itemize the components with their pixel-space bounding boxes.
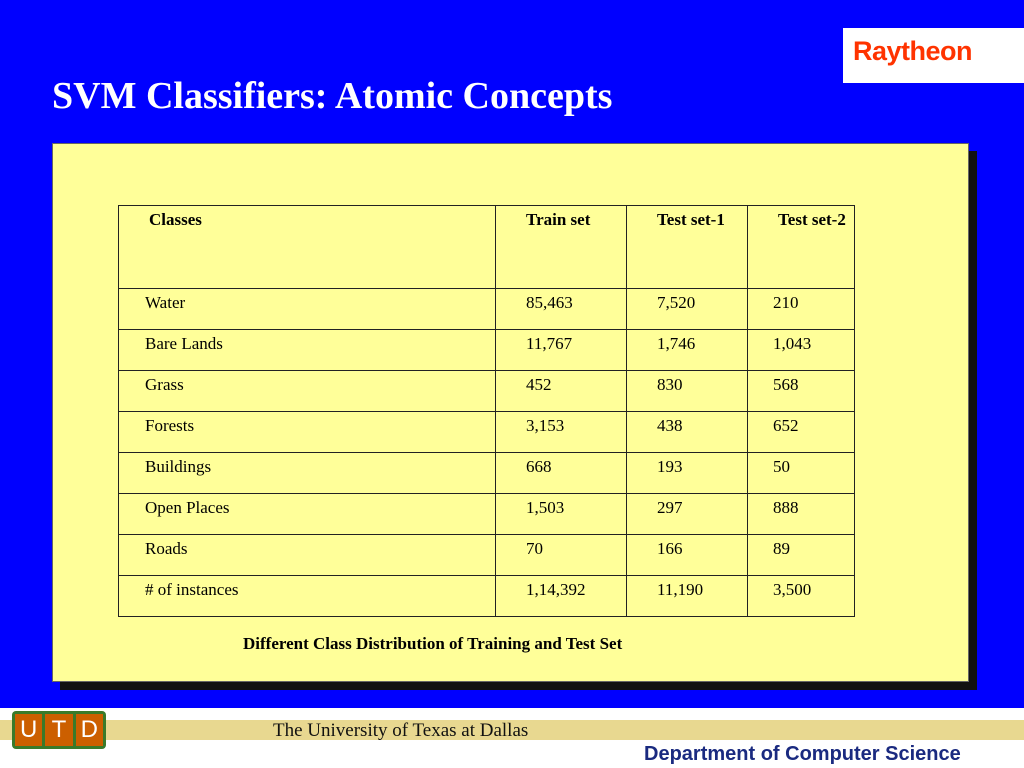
utd-letter: T [45, 714, 72, 746]
utd-letter: D [76, 714, 103, 746]
table-cell: 11,190 [627, 576, 748, 617]
table-cell: 1,043 [748, 330, 855, 371]
table-cell: 3,500 [748, 576, 855, 617]
table-row [119, 576, 855, 617]
table-cell: Train set [496, 206, 627, 289]
table-cell: 85,463 [496, 289, 627, 330]
table-cell: Open Places [119, 494, 496, 535]
table-cell: 1,503 [496, 494, 627, 535]
table-cell: 297 [627, 494, 748, 535]
table-cell: Roads [119, 535, 496, 576]
table-cell: 166 [627, 535, 748, 576]
table-cell: 210 [748, 289, 855, 330]
table-cell: 568 [748, 371, 855, 412]
table-row [119, 494, 855, 535]
table-cell: 1,746 [627, 330, 748, 371]
table-row [119, 535, 855, 576]
table-row [119, 412, 855, 453]
utd-letter: U [15, 714, 42, 746]
slide-title: SVM Classifiers: Atomic Concepts [52, 75, 613, 117]
content-panel [52, 143, 969, 682]
table-cell: 89 [748, 535, 855, 576]
table-cell: 438 [627, 412, 748, 453]
table-cell: Test set-1 [627, 206, 748, 289]
table-cell: 888 [748, 494, 855, 535]
table-cell: # of instances [119, 576, 496, 617]
class-distribution-table [118, 205, 855, 617]
table-cell: 193 [627, 453, 748, 494]
utd-logo [12, 711, 106, 749]
table-row [119, 371, 855, 412]
table-cell: 830 [627, 371, 748, 412]
table-caption: Different Class Distribution of Training and Test Set [243, 634, 623, 653]
table-cell: Forests [119, 412, 496, 453]
table-cell: Buildings [119, 453, 496, 494]
table-cell: 652 [748, 412, 855, 453]
university-name: The University of Texas at Dallas [273, 720, 529, 741]
footer [0, 708, 1024, 768]
logo-text: Raytheon [853, 36, 973, 66]
table-cell: 452 [496, 371, 627, 412]
table-cell: 3,153 [496, 412, 627, 453]
table-header-row [119, 206, 855, 289]
department-name: Department of Computer Science [644, 743, 961, 765]
table-row [119, 453, 855, 494]
table-cell: Bare Lands [119, 330, 496, 371]
table-cell: Water [119, 289, 496, 330]
table-cell: 668 [496, 453, 627, 494]
table-cell: 50 [748, 453, 855, 494]
table-row [119, 289, 855, 330]
raytheon-logo [843, 28, 1024, 83]
table-cell: 11,767 [496, 330, 627, 371]
table-row [119, 330, 855, 371]
table-cell: 1,14,392 [496, 576, 627, 617]
table-cell: 70 [496, 535, 627, 576]
table-cell: Classes [119, 206, 496, 289]
table-cell: 7,520 [627, 289, 748, 330]
table-cell: Test set-2 [748, 206, 855, 289]
table-cell: Grass [119, 371, 496, 412]
